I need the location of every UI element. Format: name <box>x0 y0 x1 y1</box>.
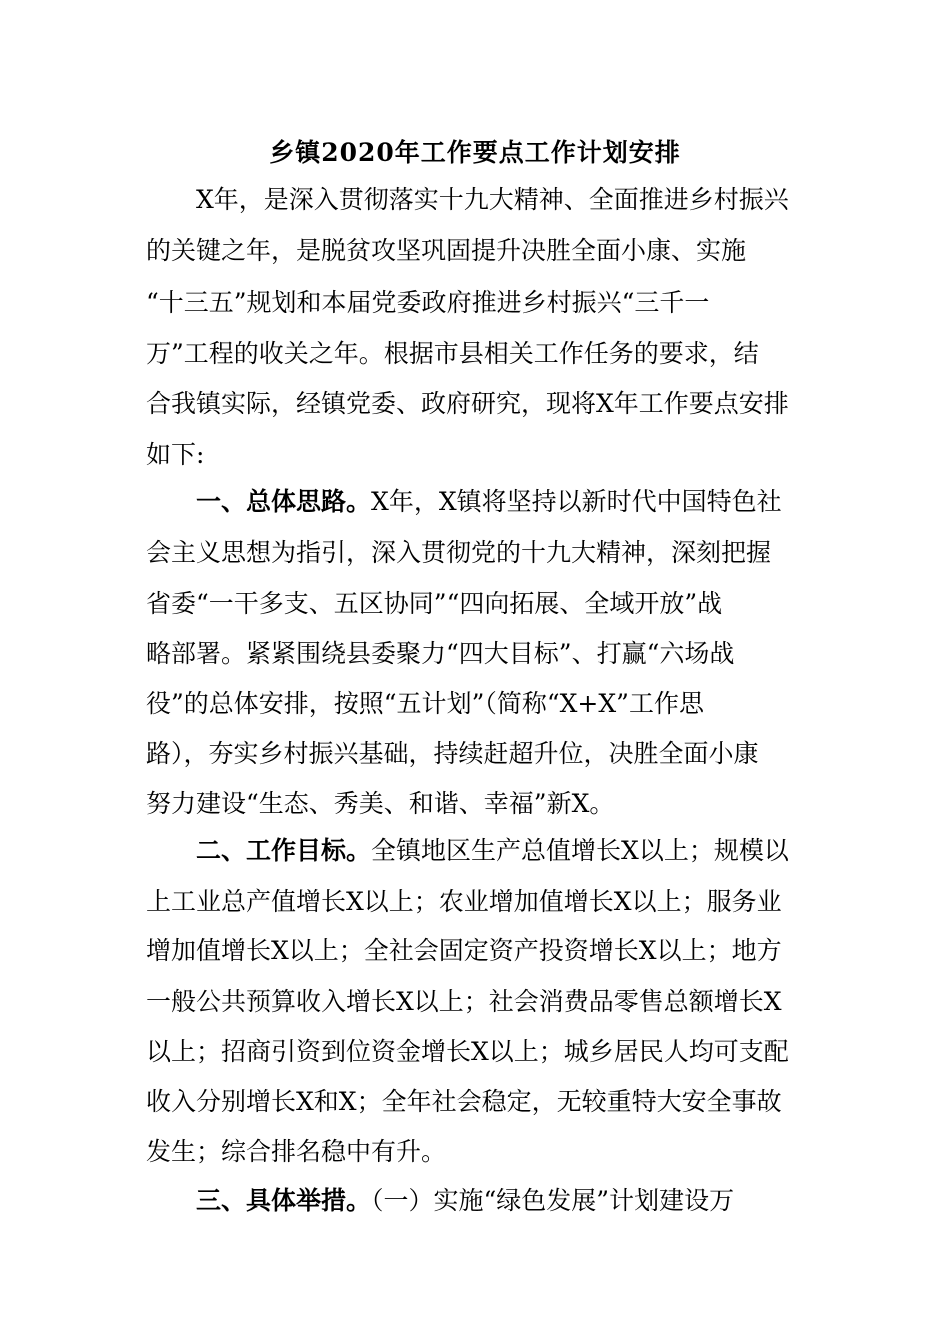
intro-line-2: 的关键之年，是脱贫攻坚巩固提升决胜全面小康、实施 <box>146 236 747 265</box>
section2-line-2: 上工业总产值增长X以上；农业增加值增长X以上；服务业 <box>146 887 782 916</box>
intro-line-1: X年，是深入贯彻落实十九大精神、全面推进乡村振兴 <box>196 185 789 214</box>
section1-heading: 一、总体思路。 <box>196 487 372 516</box>
section2-line-3: 增加值增长X以上；全社会固定资产投资增长X以上；地方 <box>146 936 782 965</box>
section3-heading: 三、具体举措。 <box>196 1186 372 1215</box>
section1-line-3: 省委“一干多支、五区协同”“四向拓展、全域开放”战 <box>146 589 723 618</box>
intro-line-4: 万”工程的收关之年。根据市县相关工作任务的要求，结 <box>146 339 759 368</box>
section1-line-4: 略部署。紧紧围绕县委聚力“四大目标”、打赢“六场战 <box>146 639 735 668</box>
section1-line-2: 会主义思想为指引，深入贯彻党的十九大精神，深刻把握 <box>146 538 772 567</box>
intro-line-5: 合我镇实际，经镇党委、政府研究，现将X年工作要点安排 <box>146 389 789 418</box>
section2-line-7: 发生；综合排名稳中有升。 <box>146 1137 447 1166</box>
section3-first-line <box>196 1184 734 1218</box>
intro-line-6: 如下: <box>146 440 205 469</box>
section1-line-7: 努力建设“生态、秀美、和谐、幸福”新X。 <box>146 789 615 818</box>
intro-line-3: “十三五”规划和本届党委政府推进乡村振兴“三千一 <box>146 288 710 317</box>
section2-line-6: 收入分别增长X和X；全年社会稳定，无较重特大安全事故 <box>146 1087 782 1116</box>
section2-first-line <box>196 834 789 868</box>
section2-line-4: 一般公共预算收入增长X以上；社会消费品零售总额增长X <box>146 987 782 1016</box>
section1-first-line <box>196 485 782 519</box>
section1-first-text: X年，X镇将坚持以新时代中国特色社 <box>371 487 782 516</box>
section1-line-5: 役”的总体安排，按照“五计划”（简称“X+X”工作思 <box>146 689 704 718</box>
section1-line-6: 路），夯实乡村振兴基础，持续赶超升位，决胜全面小康 <box>146 739 759 768</box>
section3-first-text: （一）实施“绿色发展”计划建设万 <box>371 1186 735 1215</box>
section2-line-5: 以上；招商引资到位资金增长X以上；城乡居民人均可支配 <box>146 1037 789 1066</box>
section2-first-text: 全镇地区生产总值增长X以上；规模以 <box>371 836 789 865</box>
section2-heading: 二、工作目标。 <box>196 836 372 865</box>
document-title: 乡镇2020年工作要点工作计划安排 <box>269 138 681 167</box>
